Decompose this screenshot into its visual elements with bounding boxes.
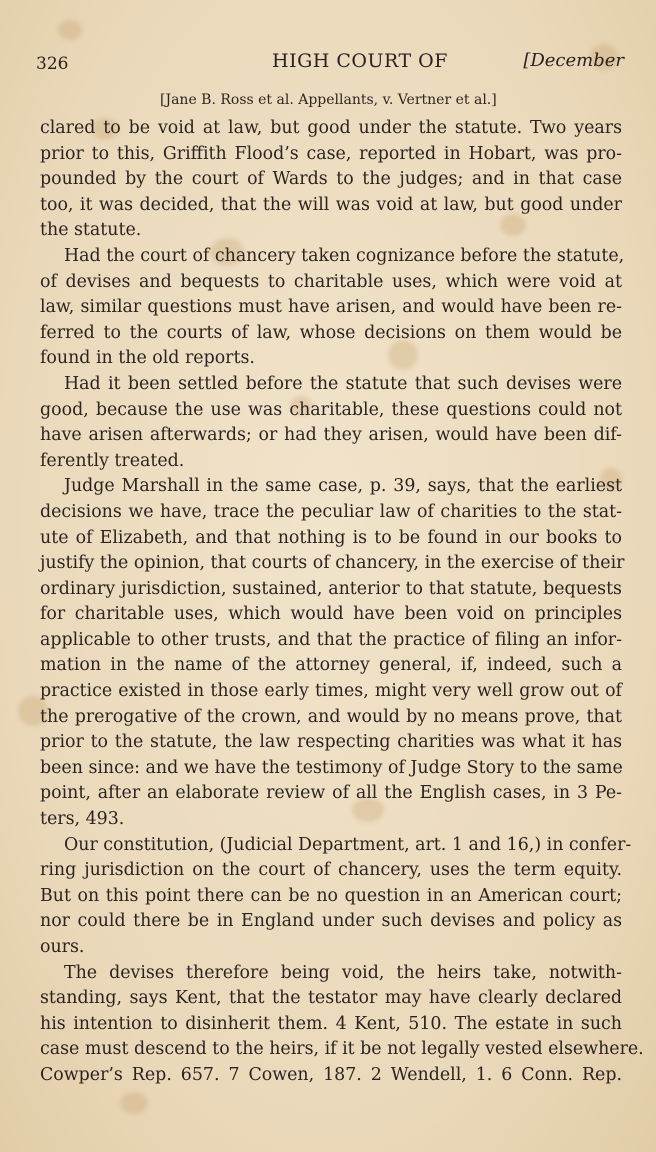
text-line: have arisen afterwards; or had they arisen, would have been dif- <box>40 425 622 446</box>
text-line: applicable to other trusts, and that the practice of filing an infor- <box>40 629 622 650</box>
text-line: pounded by the court of Wards to the judges; and in that case <box>40 169 622 190</box>
text-line: Had it been settled before the statute that such devises were <box>64 373 622 394</box>
text-line: prior to the statute, the law respecting charities was what it has <box>40 732 622 753</box>
page-number: 326 <box>36 54 69 74</box>
text-line: of devises and bequests to charitable uses, which were void at <box>40 271 622 292</box>
text-line: ring jurisdiction on the court of chancery, uses the term equity. <box>40 860 622 881</box>
foxing-spot <box>58 20 82 40</box>
text-line: The devises therefore being void, the heirs take, notwith- <box>64 962 622 983</box>
text-line: ferently treated. <box>40 450 185 471</box>
text-line: Judge Marshall in the same case, p. 39, says, that the earliest <box>64 476 622 497</box>
body-text <box>40 116 644 1089</box>
text-line: ours. <box>40 937 85 957</box>
text-line: point, after an elaborate review of all the English cases, in 3 Pe- <box>40 783 622 804</box>
text-line: found in the old reports. <box>40 348 255 369</box>
text-line: nor could there be in England under such devises and policy as <box>40 911 622 932</box>
text-line: ordinary jurisdiction, sustained, anterior to that statute, bequests <box>40 578 622 599</box>
text-line: Had the court of chancery taken cognizance before the statute, <box>64 245 625 266</box>
text-line: ute of Elizabeth, and that nothing is to be found in our books to <box>40 527 622 548</box>
case-caption: [Jane B. Ross et al. Appellants, v. Vertner et al.] <box>160 92 497 108</box>
text-line: ferred to the courts of law, whose decisions on them would be <box>40 322 622 343</box>
text-line: Our constitution, (Judicial Department, art. 1 and 16,) in confer- <box>64 834 632 855</box>
text-line: the statute. <box>40 220 142 241</box>
text-line: clared to be void at law, but good under the statute. Two years <box>40 118 622 138</box>
text-line: mation in the name of the attorney general, if, indeed, such a <box>40 655 622 676</box>
text-line: case must descend to the heirs, if it be not legally vested elsewhere. <box>40 1039 644 1060</box>
foxing-spot <box>120 1092 148 1114</box>
text-line: standing, says Kent, that the testator may have clearly declared <box>40 988 622 1009</box>
text-line: been since: and we have the testimony of Judge Story to the same <box>40 757 623 778</box>
text-line: ters, 493. <box>40 809 125 830</box>
running-title: HIGH COURT OF <box>272 50 448 72</box>
text-line: the prerogative of the crown, and would by no means prove, that <box>40 706 622 727</box>
text-line: decisions we have, trace the peculiar law of charities to the stat- <box>40 501 622 522</box>
text-line: justify the opinion, that courts of chancery, in the exercise of their <box>40 553 625 574</box>
text-line: Cowper’s Rep. 657. 7 Cowen, 187. 2 Wendell, 1. 6 Conn. Rep. <box>40 1064 622 1085</box>
text-line: for charitable uses, which would have been void on principles <box>40 604 622 625</box>
text-line: his intention to disinherit them. 4 Kent, 510. The estate in such <box>40 1013 622 1034</box>
text-line: But on this point there can be no question in an American court; <box>40 885 622 906</box>
text-line: too, it was decided, that the will was void at law, but good under <box>40 194 622 215</box>
text-line: law, similar questions must have arisen, and would have been re- <box>40 297 622 318</box>
running-header <box>36 50 632 76</box>
text-line: practice existed in those early times, might very well grow out of <box>40 681 622 702</box>
text-line: good, because the use was charitable, these questions could not <box>40 399 622 420</box>
running-month: [December <box>523 50 624 71</box>
text-line: prior to this, Griffith Flood’s case, reported in Hobart, was pro- <box>40 143 622 164</box>
